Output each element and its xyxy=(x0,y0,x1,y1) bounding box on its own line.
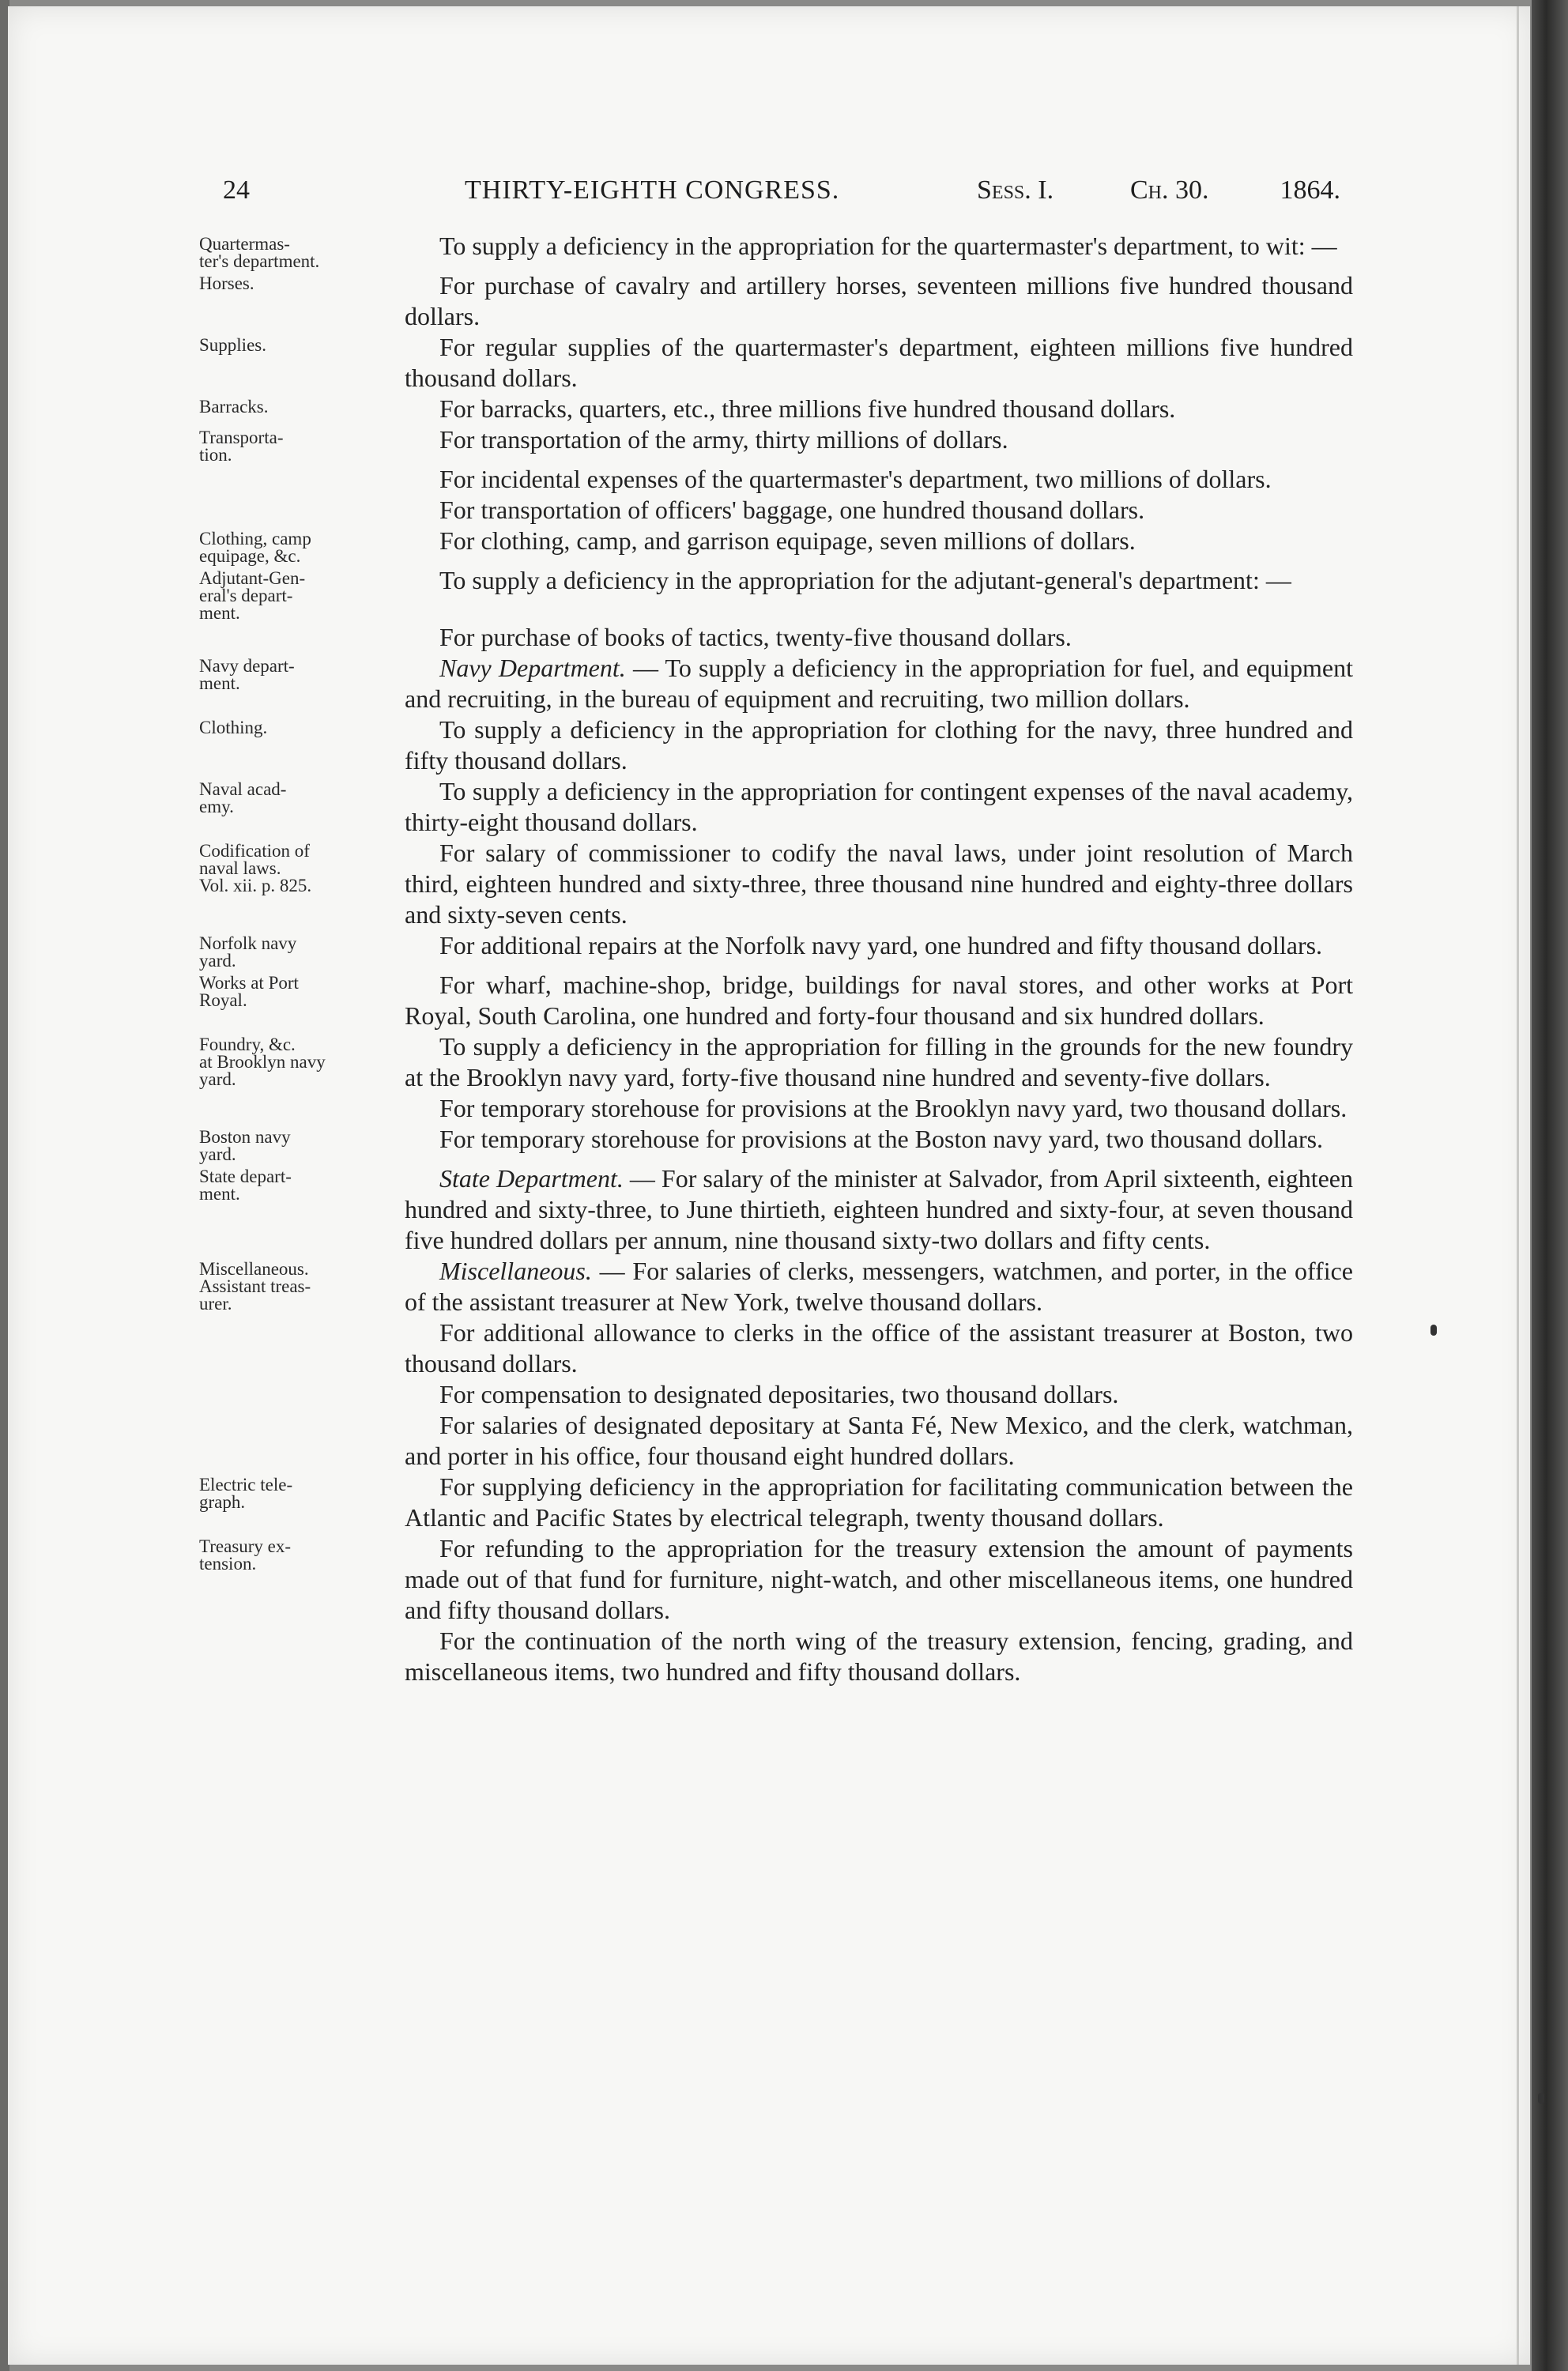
marginal-note xyxy=(199,495,405,499)
marginal-note: Supplies. xyxy=(199,335,266,355)
paragraph-text: For clothing, camp, and garrison equipage, seven millions of dollars. xyxy=(439,526,1136,555)
paragraph-text: To supply a deficiency in the appropriation for clothing for the navy, three hundred and fifty thousand dollars. xyxy=(405,715,1353,775)
paragraph-text: To supply a deficiency in the appropriation for contingent expenses of the naval academy, thirty-eight thousand dollars. xyxy=(405,777,1353,836)
appropriation-paragraph xyxy=(405,970,1353,1031)
appropriation-paragraph xyxy=(405,1317,1353,1379)
year-label: 1864. xyxy=(1280,175,1340,205)
appropriation-paragraph xyxy=(405,464,1353,495)
marginal-note xyxy=(199,1379,405,1384)
session-label: Sess. I. xyxy=(977,175,1054,205)
appropriation-entry xyxy=(199,394,1353,424)
paragraph-text: — To supply a deficiency in the appropriation for fuel, and equipment and recruiting, in the bureau of equipment and recruiting, two million dollars. xyxy=(405,654,1354,713)
appropriation-paragraph xyxy=(405,1256,1353,1317)
marginal-note: Barracks. xyxy=(199,397,269,417)
ink-blot xyxy=(1430,1325,1437,1336)
appropriation-entry xyxy=(199,1317,1353,1379)
appropriation-paragraph xyxy=(405,1093,1353,1124)
section-heading: State Department. xyxy=(439,1164,624,1193)
appropriation-paragraph xyxy=(405,526,1353,556)
appropriation-paragraph xyxy=(405,1379,1353,1410)
appropriation-paragraph xyxy=(405,565,1353,596)
appropriation-paragraph xyxy=(405,930,1353,961)
running-title: THIRTY-EIGHTH CONGRESS. xyxy=(465,175,840,205)
paragraph-text: To supply a deficiency in the appropriation for the adjutant-general's department: — xyxy=(439,566,1291,594)
paragraph-text: For compensation to designated depositaries, two thousand dollars. xyxy=(439,1380,1119,1408)
paragraph-text: — For salaries of clerks, messengers, watchmen, and porter, in the office of the assistant treasurer at New York, twelve thousand dollars. xyxy=(405,1257,1353,1316)
appropriation-entry xyxy=(199,930,1353,970)
appropriation-entry xyxy=(199,495,1353,526)
section-heading: Navy Department. xyxy=(439,654,626,682)
marginal-note: Miscellaneous. Assistant treas- urer. xyxy=(199,1259,311,1314)
appropriation-paragraph xyxy=(405,495,1353,526)
marginal-note xyxy=(199,1626,405,1630)
appropriation-paragraph xyxy=(405,1472,1353,1533)
appropriation-entry xyxy=(199,464,1353,495)
paragraph-text: For the continuation of the north wing of the treasury extension, fencing, grading, and miscellaneous items, two hundred and fifty thousand dollars. xyxy=(405,1627,1353,1686)
marginal-note: Foundry, &c. at Brooklyn navy yard. xyxy=(199,1035,326,1089)
paragraph-text: For incidental expenses of the quartermaster's department, two millions of dollars. xyxy=(439,465,1272,493)
appropriation-entry xyxy=(199,1031,1353,1093)
appropriation-entry xyxy=(199,1410,1353,1472)
appropriation-entry xyxy=(199,653,1353,714)
paragraph-text: For temporary storehouse for provisions at the Boston navy yard, two thousand dollars. xyxy=(439,1125,1324,1153)
appropriation-paragraph xyxy=(405,1031,1353,1093)
ink-blot xyxy=(1538,2093,1544,2104)
paragraph-text: For transportation of officers' baggage, one hundred thousand dollars. xyxy=(439,496,1145,524)
appropriation-paragraph xyxy=(405,653,1353,714)
appropriation-paragraph xyxy=(405,622,1353,653)
appropriation-entry xyxy=(199,231,1353,270)
marginal-note: Works at Port Royal. xyxy=(199,973,299,1010)
appropriation-entry xyxy=(199,424,1353,464)
marginal-note: Clothing, camp equipage, &c. xyxy=(199,529,311,566)
appropriation-entry xyxy=(199,1472,1353,1533)
appropriation-paragraph xyxy=(405,424,1353,455)
appropriation-paragraph xyxy=(405,1410,1353,1472)
scan-edge-right xyxy=(1532,0,1568,2371)
appropriation-entry xyxy=(199,776,1353,838)
marginal-note: Navy depart- ment. xyxy=(199,656,295,693)
appropriation-entry xyxy=(199,270,1353,332)
paragraph-text: For wharf, machine-shop, bridge, buildings for naval stores, and other works at Port Royal, South Carolina, one hundred and forty-four thousand and six hundred dollars. xyxy=(405,971,1353,1030)
appropriation-entry xyxy=(199,622,1353,653)
marginal-note: Clothing. xyxy=(199,718,268,737)
appropriation-entry xyxy=(199,1256,1353,1317)
appropriation-paragraph xyxy=(405,394,1353,424)
appropriation-paragraph xyxy=(405,776,1353,838)
paragraph-text: For additional repairs at the Norfolk navy yard, one hundred and fifty thousand dollars. xyxy=(439,931,1323,959)
appropriation-entry xyxy=(199,332,1353,394)
appropriation-paragraph xyxy=(405,332,1353,394)
marginal-note: Transporta- tion. xyxy=(199,428,284,465)
running-header xyxy=(223,175,1340,207)
appropriation-entry xyxy=(199,1163,1353,1256)
paragraph-text: For regular supplies of the quartermaster's department, eighteen millions five hundred thousand dollars. xyxy=(405,333,1353,392)
marginal-note: State depart- ment. xyxy=(199,1167,292,1204)
paragraph-text: For salaries of designated depositary at Santa Fé, New Mexico, and the clerk, watchman, and porter in his office, four thousand eight hundred dollars. xyxy=(405,1411,1353,1470)
marginal-note: Adjutant-Gen- eral's depart- ment. xyxy=(199,568,306,623)
marginal-note xyxy=(199,464,405,469)
appropriation-paragraph xyxy=(405,714,1353,776)
appropriation-paragraph xyxy=(405,838,1353,930)
paragraph-text: For temporary storehouse for provisions at the Brooklyn navy yard, two thousand dollars. xyxy=(439,1094,1348,1122)
chapter-label: Ch. 30. xyxy=(1130,175,1209,205)
section-heading: Miscellaneous. xyxy=(439,1257,592,1285)
appropriation-paragraph xyxy=(405,1163,1353,1256)
appropriation-entry xyxy=(199,1626,1353,1687)
appropriation-entry xyxy=(199,565,1353,622)
page-body xyxy=(199,231,1353,1687)
marginal-note: Horses. xyxy=(199,273,254,293)
appropriation-paragraph xyxy=(405,1124,1353,1155)
page-number: 24 xyxy=(223,175,250,205)
marginal-note: Quartermas- ter's department. xyxy=(199,234,320,271)
appropriation-entry xyxy=(199,714,1353,776)
paragraph-text: — For salary of the minister at Salvador, from April sixteenth, eighteen hundred and sixty-three, to June thirtieth, eighteen hundred and sixty-four, at seven thousand five hundred dollars per annum, nine thousand sixty-two dollars and fifty cents. xyxy=(405,1164,1353,1254)
marginal-note xyxy=(199,1317,405,1322)
paragraph-text: To supply a deficiency in the appropriation for the quartermaster's department, to wit: — xyxy=(439,232,1337,260)
paragraph-text: For salary of commissioner to codify the naval laws, under joint resolution of March third, eighteen hundred and sixty-three, three thousand nine hundred and eighty-three dollars and sixty-seven cents. xyxy=(405,839,1353,929)
appropriation-paragraph xyxy=(405,1533,1353,1626)
paragraph-text: For purchase of books of tactics, twenty-five thousand dollars. xyxy=(439,623,1072,651)
marginal-note xyxy=(199,1410,405,1415)
paragraph-text: To supply a deficiency in the appropriation for filling in the grounds for the new foundry at the Brooklyn navy yard, forty-five thousand nine hundred and seventy-five dollars. xyxy=(405,1032,1353,1091)
appropriation-entry xyxy=(199,838,1353,930)
marginal-note: Codification of naval laws. Vol. xii. p. 825. xyxy=(199,841,312,895)
marginal-note: Boston navy yard. xyxy=(199,1127,291,1164)
appropriation-entry xyxy=(199,526,1353,565)
paragraph-text: For barracks, quarters, etc., three millions five hundred thousand dollars. xyxy=(439,394,1176,423)
appropriation-paragraph xyxy=(405,270,1353,332)
appropriation-entry xyxy=(199,1379,1353,1410)
marginal-note xyxy=(199,622,405,627)
appropriation-entry xyxy=(199,1533,1353,1626)
paragraph-text: For additional allowance to clerks in the office of the assistant treasurer at Boston, two thousand dollars. xyxy=(405,1318,1353,1378)
marginal-note: Norfolk navy yard. xyxy=(199,933,297,971)
appropriation-entry xyxy=(199,970,1353,1031)
marginal-note: Electric tele- graph. xyxy=(199,1475,293,1512)
paragraph-text: For supplying deficiency in the appropriation for facilitating communication between the Atlantic and Pacific States by electrical telegraph, twenty thousand dollars. xyxy=(405,1472,1353,1532)
marginal-note: Treasury ex- tension. xyxy=(199,1536,292,1574)
appropriation-paragraph xyxy=(405,1626,1353,1687)
paragraph-text: For purchase of cavalry and artillery horses, seventeen millions five hundred thousand dollars. xyxy=(405,271,1353,330)
appropriation-entry xyxy=(199,1124,1353,1163)
appropriation-paragraph xyxy=(405,231,1353,262)
marginal-note: Naval acad- emy. xyxy=(199,779,287,816)
paragraph-text: For refunding to the appropriation for the treasury extension the amount of payments made out of that fund for furniture, night-watch, and other miscellaneous items, one hundred and fifty thousand dollars. xyxy=(405,1534,1353,1624)
paragraph-text: For transportation of the army, thirty millions of dollars. xyxy=(439,425,1008,454)
page-fold-shadow xyxy=(1517,6,1519,2365)
appropriation-entry xyxy=(199,1093,1353,1124)
marginal-note xyxy=(199,1093,405,1098)
